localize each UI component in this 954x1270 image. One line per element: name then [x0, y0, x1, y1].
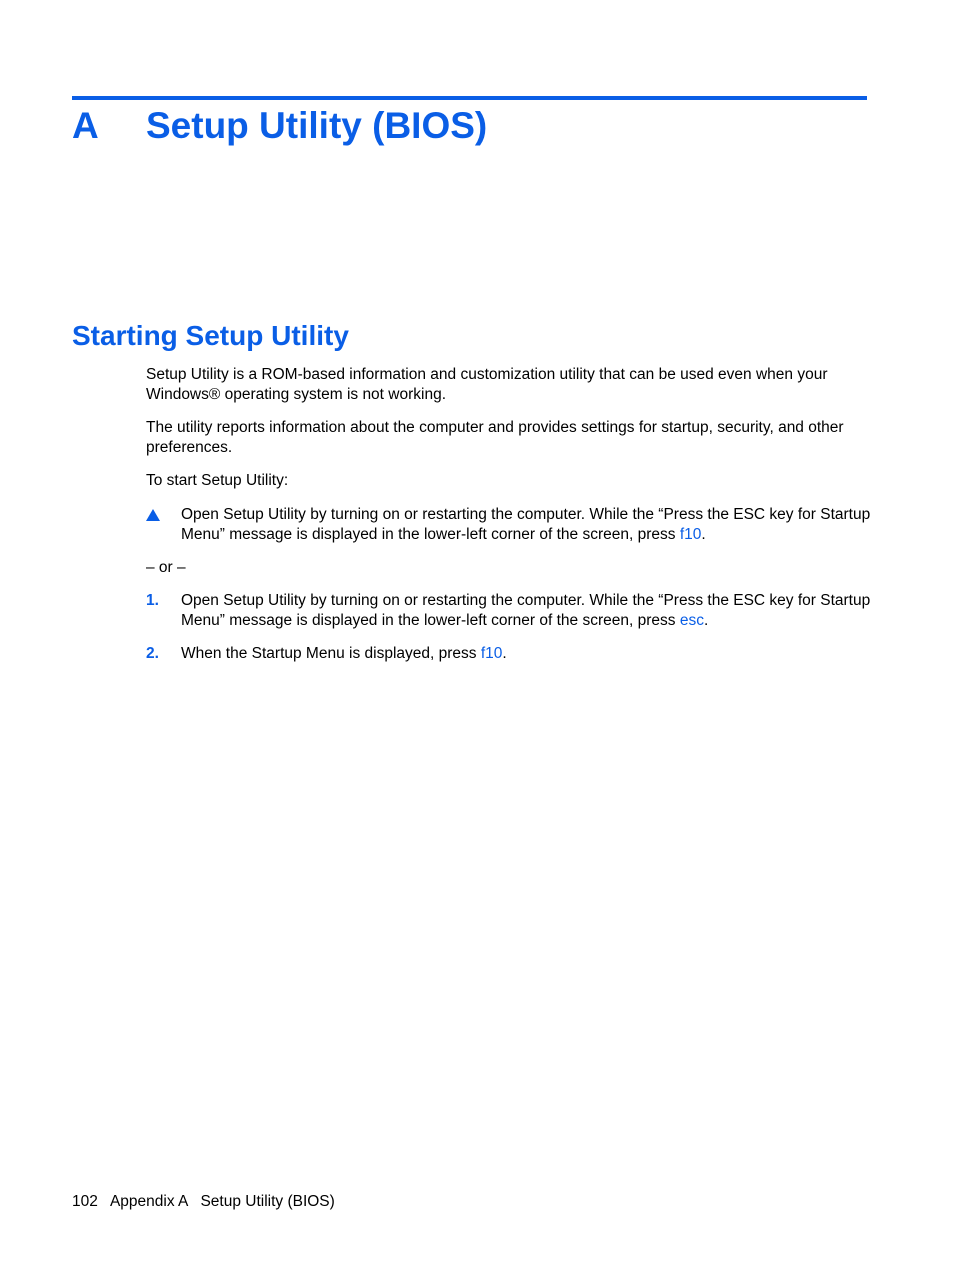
chapter-title: Setup Utility (BIOS) — [146, 105, 488, 146]
numbered-step-2-text-after: . — [502, 645, 507, 662]
numbered-step-2 — [146, 644, 876, 664]
paragraph-intro: Setup Utility is a ROM-based information and customization utility that can be used even when your Windows® operating system is not working. — [146, 366, 828, 403]
footer-label: Appendix A Setup Utility (BIOS) — [109, 1193, 335, 1210]
or-separator: – or – — [146, 559, 186, 576]
paragraph-utility-reports: The utility reports information about the computer and provides settings for startup, security, and other preferences. — [146, 419, 844, 456]
single-step-text-before: Open Setup Utility by turning on or restarting the computer. While the “Press the ESC key for Startup Menu” message is displayed in the lower-left corner of the screen, press — [181, 506, 871, 543]
single-step-text — [181, 505, 876, 545]
chapter-letter: A — [72, 105, 99, 146]
step-number-2: 2. — [146, 645, 159, 662]
section-title: Starting Setup Utility — [72, 320, 349, 351]
chapter-heading — [72, 100, 487, 152]
key-esc: esc — [679, 612, 704, 629]
single-step-text-after: . — [701, 526, 706, 543]
paragraph-to-start: To start Setup Utility: — [146, 472, 289, 489]
numbered-step-1-text-after: . — [703, 612, 709, 629]
step-number-1: 1. — [146, 592, 159, 609]
numbered-step-2-text-before: When the Startup Menu is displayed, press — [181, 645, 481, 662]
numbered-step-1-text — [181, 591, 876, 631]
page-number: 102 — [72, 1193, 98, 1210]
numbered-step-1 — [146, 591, 876, 631]
numbered-step-1-text-before: Open Setup Utility by turning on or restarting the computer. While the “Press the ESC key for Startup Menu” message is displayed in the lower-left corner of the screen, press — [181, 592, 871, 629]
key-f10: f10 — [679, 526, 702, 543]
single-step-item — [146, 505, 876, 545]
key-f10: f10 — [480, 645, 503, 662]
triangle-bullet-icon — [146, 505, 160, 527]
numbered-step-2-text — [181, 644, 876, 664]
page-footer — [72, 1192, 335, 1212]
